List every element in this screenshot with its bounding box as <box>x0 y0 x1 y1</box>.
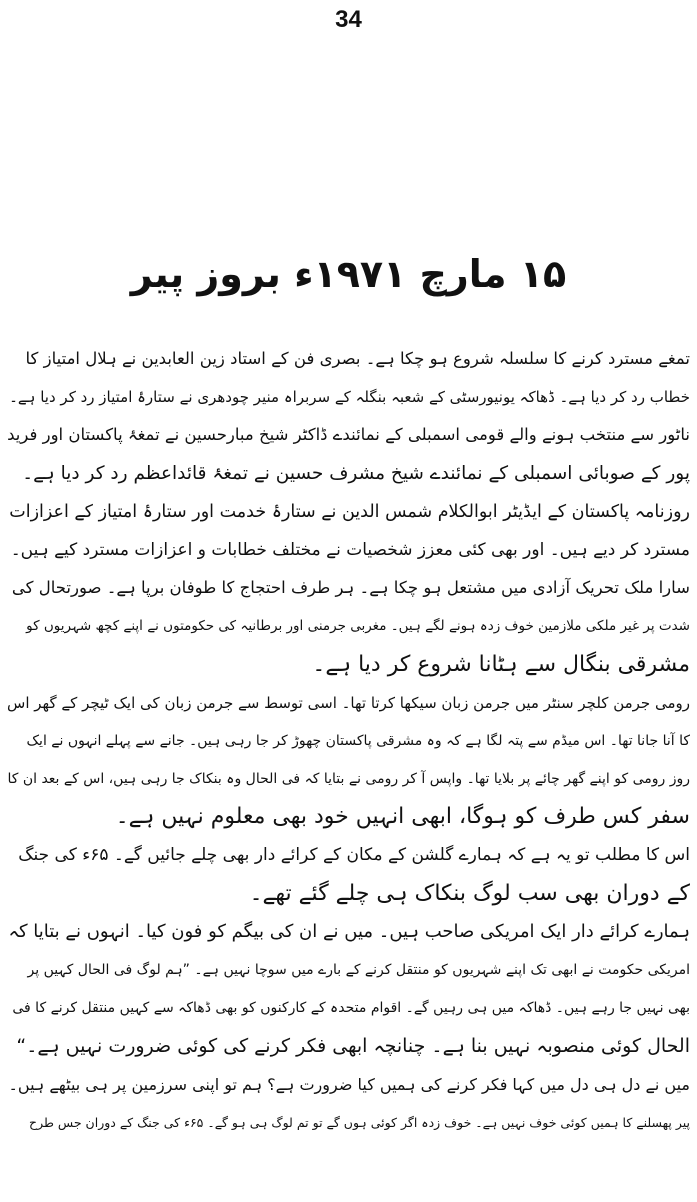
text-line: ناٹور سے منتخب ہونے والے قومی اسمبلی کے نمائندے ڈاکٹر شیخ مبارحسین نے تمغۂ پاکستان اور فرید <box>7 425 690 445</box>
page-number: 34 <box>335 6 362 33</box>
text-line: رومی جرمن کلچر سنٹر میں جرمن زبان سیکھا کرتا تھا۔ اسی توسط سے جرمن زبان کی ایک ٹیچر کے گھر اس <box>7 693 690 712</box>
text-line: امریکی حکومت نے ابھی تک اپنے شہریوں کو منتقل کرنے کے بارے میں سوچا نہیں ہے۔ ”ہم لوگ فی الحال کہیں پر <box>27 962 690 978</box>
text-line: کے دوران بھی سب لوگ بنکاک ہی چلے گئے تھے۔ <box>249 880 690 906</box>
text-line: شدت پر غیر ملکی ملازمین خوف زدہ ہونے لگے ہیں۔ مغربی جرمنی اور برطانیہ کی حکومتوں نے اپنے کچھ شہریوں کو <box>26 618 690 635</box>
text-line: مشرقی بنگال سے ہٹانا شروع کر دیا ہے۔ <box>312 651 690 677</box>
text-line: الحال کوئی منصوبہ نہیں بنا ہے۔ چنانچہ ابھی فکر کرنے کی کوئی ضرورت نہیں ہے۔“ <box>16 1035 690 1058</box>
text-line: پیر پھسلنے کا ہمیں کوئی خوف نہیں ہے۔ خوف زدہ اگر کوئی ہوں گے تو تم لوگ ہی ہو گے۔ ۶۵ء کی جنگ کے دوران جس طرح <box>29 1114 690 1130</box>
text-line: خطاب رد کر دیا ہے۔ ڈھاکہ یونیورسٹی کے شعبہ بنگلہ کے سربراہ منیر چودھری نے ستارۂ امتیاز رد کر دیا ہے۔ <box>9 388 690 407</box>
text-line: تمغے مسترد کرنے کا سلسلہ شروع ہو چکا ہے۔ بصری فن کے استاد زین العابدین نے ہلال امتیاز کا <box>25 349 690 368</box>
text-line: سارا ملک تحریک آزادی میں مشتعل ہو چکا ہے۔ ہر طرف احتجاج کا طوفان برپا ہے۔ صورتحال کی <box>11 578 690 598</box>
text-line: اس کا مطلب تو یہ ہے کہ ہمارے گلشن کے مکان کے کرائے دار بھی چلے جائیں گے۔ ۶۵ء کی جنگ <box>18 845 690 866</box>
text-line: ہمارے کرائے دار ایک امریکی صاحب ہیں۔ میں نے ان کی بیگم کو فون کیا۔ انہوں نے بتایا کہ <box>8 920 690 942</box>
text-line: روزنامہ پاکستان کے ایڈیٹر ابوالکلام شمس الدین نے ستارۂ خدمت اور ستارۂ امتیاز کے اعزازات <box>9 501 690 522</box>
text-line: میں نے دل ہی دل میں کہا فکر کرنے کی ہمیں کیا ضرورت ہے؟ ہم تو اپنی سرزمین پر ہی بیٹھے ہیں۔ <box>8 1074 690 1094</box>
text-line: روز رومی کو اپنے گھر چائے پر بلایا تھا۔ واپس آ کر رومی نے بتایا کہ فی الحال وہ بنکاک جا رہی ہیں، اس کے بعد ان کا <box>7 771 690 788</box>
chapter-heading: ۱۵ مارچ ۱۹۷۱ء بروز پیر <box>130 252 567 296</box>
text-line: پور کے صوبائی اسمبلی کے نمائندے شیخ مشرف حسین نے تمغۂ قائداعظم رد کر دیا ہے۔ <box>22 462 690 484</box>
text-line: بھی نہیں جا رہے ہیں۔ ڈھاکہ میں ہی رہیں گے۔ اقوام متحدہ کے کارکنوں کو بھی ڈھاکہ سے کہیں منتقل کرنے کا فی <box>12 1000 690 1017</box>
body-text <box>6 340 690 1142</box>
text-line: سفر کس طرف کو ہوگا، ابھی انہیں خود بھی معلوم نہیں ہے۔ <box>115 804 690 830</box>
text-line: مسترد کر دیے ہیں۔ اور بھی کئی معزز شخصیات نے مختلف خطابات و اعزازات مسترد کیے ہیں۔ <box>10 539 690 560</box>
text-line: کا آنا جانا تھا۔ اس میڈم سے پتہ لگا ہے کہ وہ مشرقی پاکستان چھوڑ کر جا رہی ہیں۔ جانے سے پہلے انہوں نے ایک <box>26 732 690 749</box>
